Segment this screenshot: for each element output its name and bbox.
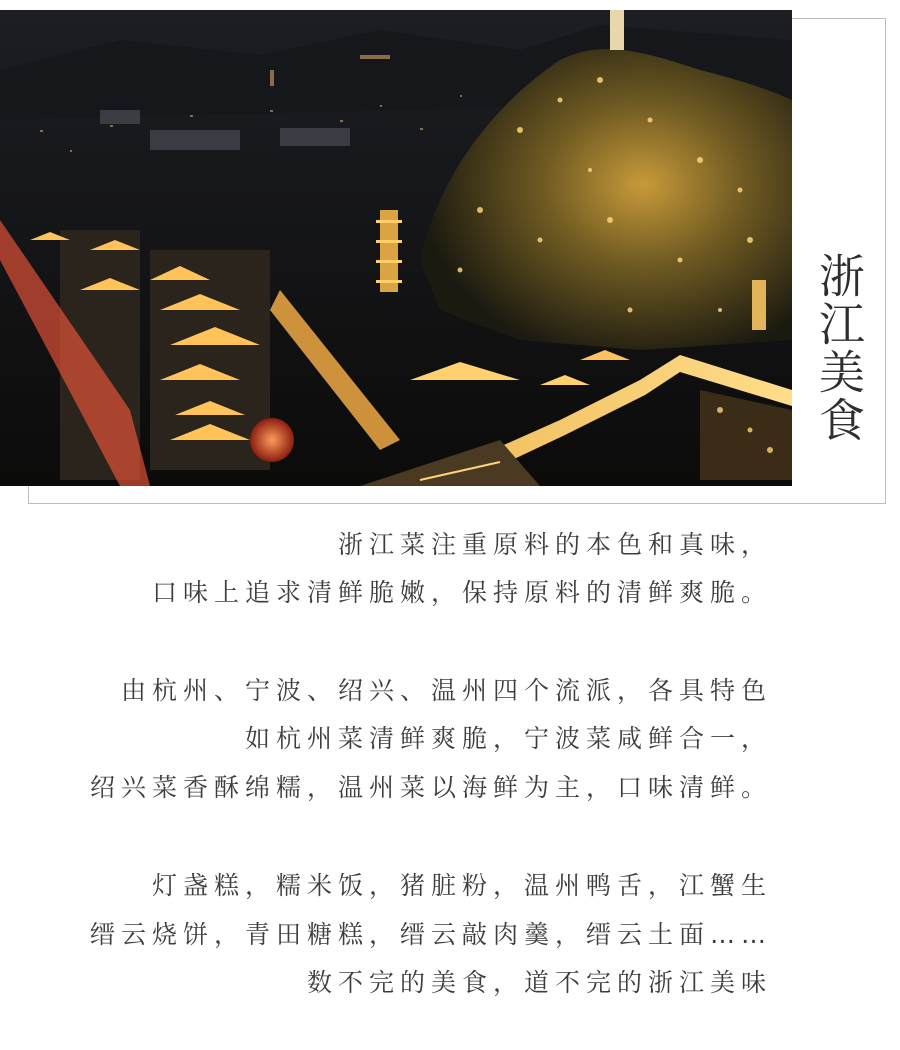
- photo-illustration: [0, 10, 792, 486]
- side-title: 浙江美食: [812, 252, 866, 444]
- paragraph-2-line-2: 如杭州菜清鲜爽脆，宁波菜咸鲜合一，: [244, 724, 772, 753]
- paragraph-3-line-1: 灯盏糕，糯米饭，猪脏粉，温州鸭舌，江蟹生: [151, 871, 772, 900]
- paragraph-1-line-1: 浙江菜注重原料的本色和真味，: [337, 530, 772, 559]
- paragraph-1-line-2: 口味上追求清鲜脆嫩，保持原料的清鲜爽脆。: [151, 578, 772, 607]
- paragraph-3-line-3: 数不完的美食，道不完的浙江美味: [306, 968, 772, 997]
- night-city-photo: [0, 10, 792, 486]
- paragraph-3-line-2: 缙云烧饼，青田糖糕，缙云敲肉羹，缙云土面……: [89, 920, 772, 949]
- paragraph-2-line-3: 绍兴菜香酥绵糯，温州菜以海鲜为主，口味清鲜。: [89, 773, 772, 802]
- paragraph-2-line-1: 由杭州、宁波、绍兴、温州四个流派，各具特色: [120, 676, 772, 705]
